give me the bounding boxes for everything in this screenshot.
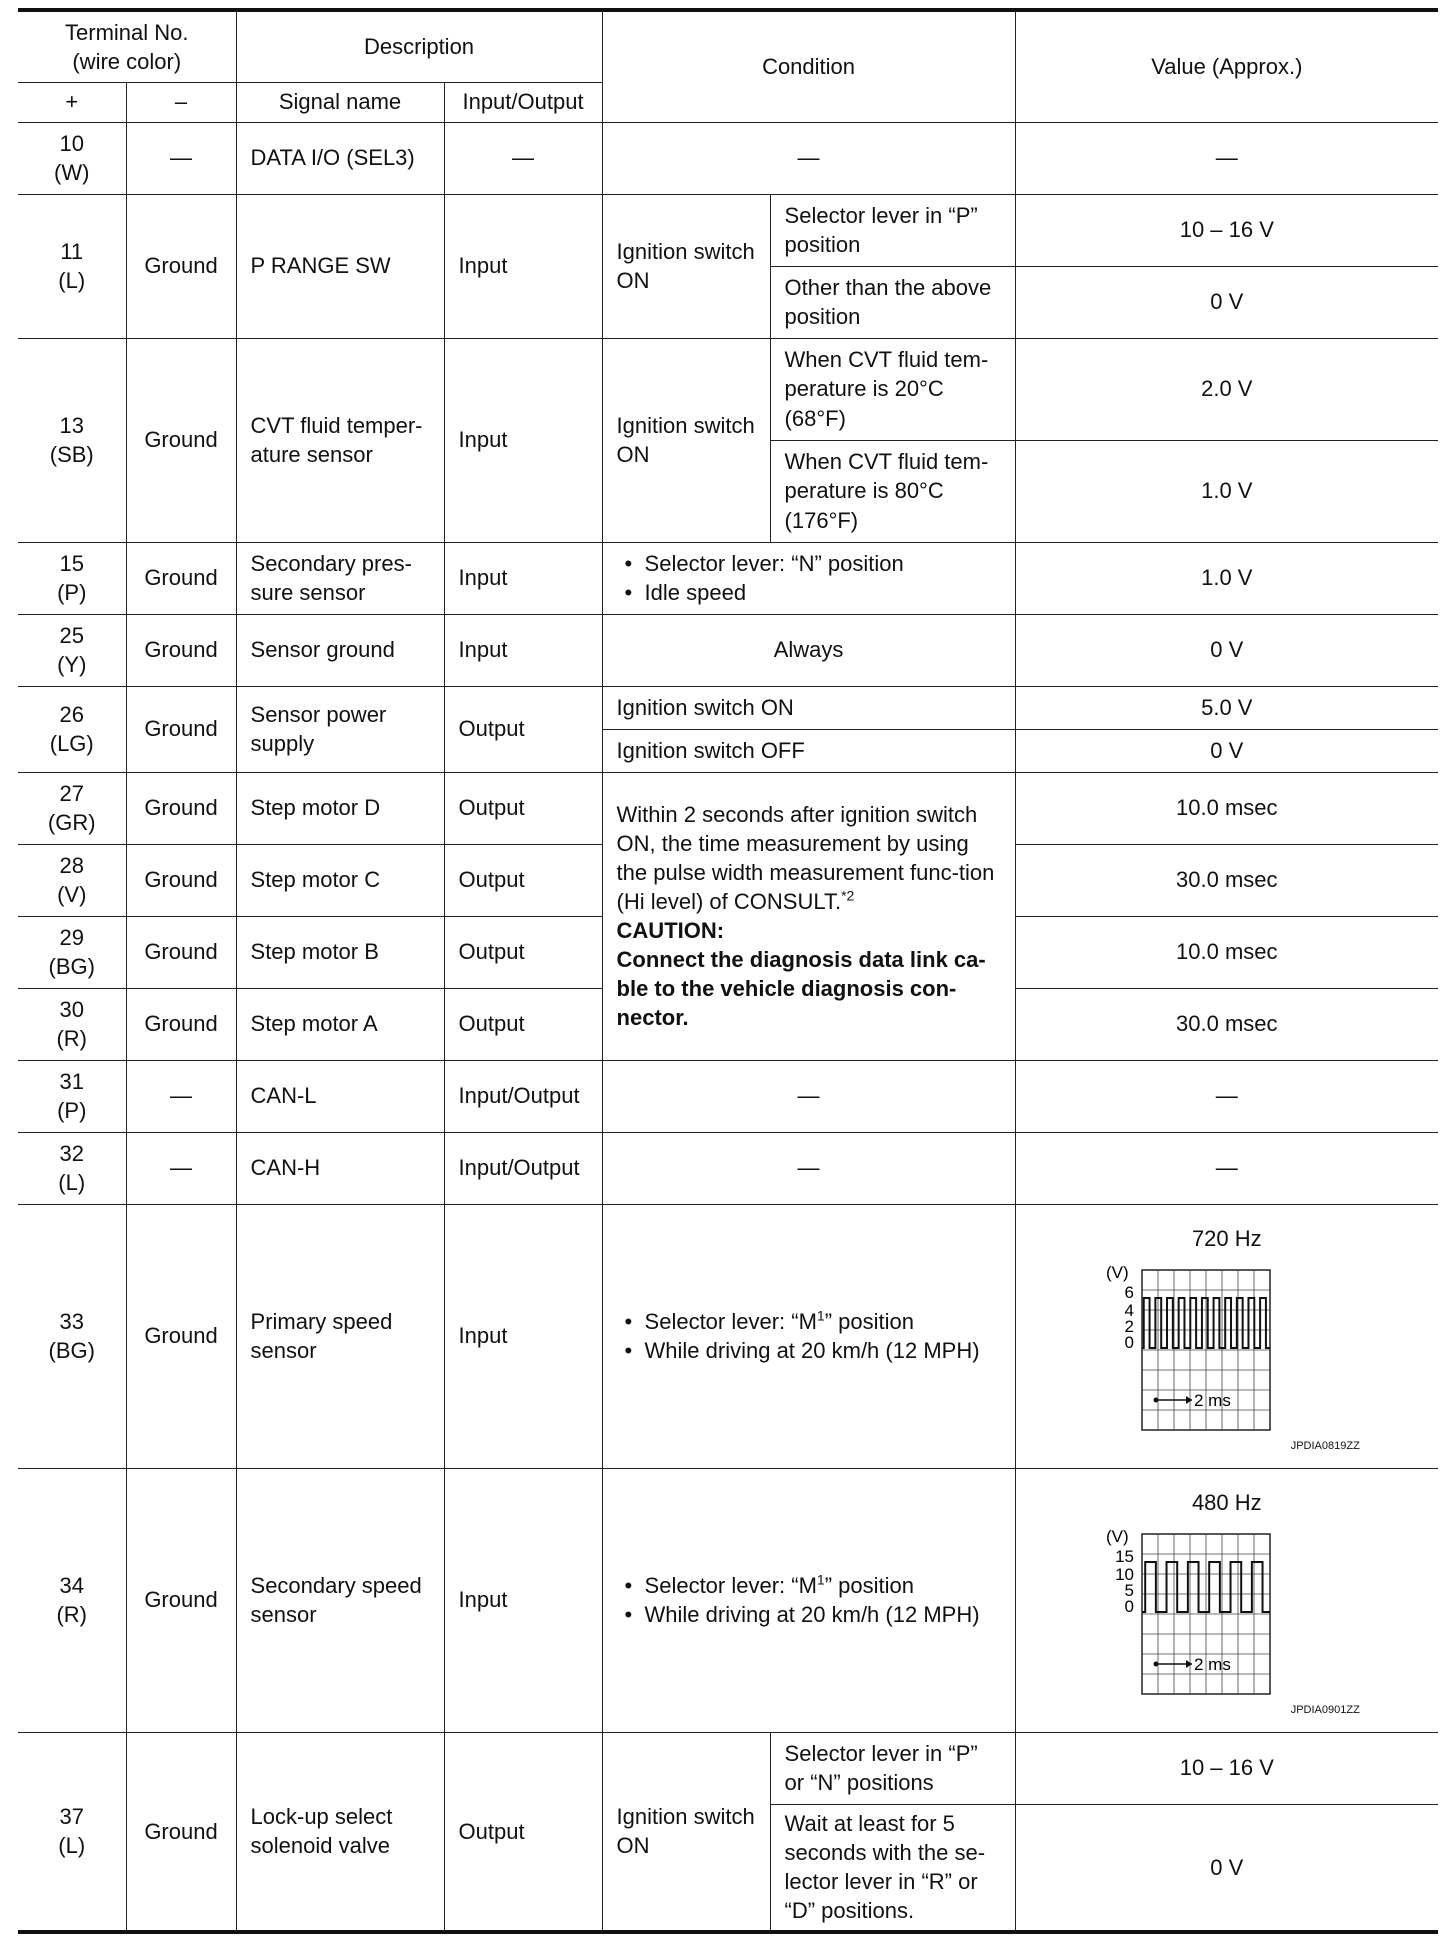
minus-cell: Ground [126, 338, 236, 542]
sub-condition-cell: Selector lever in “P” position [770, 194, 1015, 266]
signal-cell: Step motor B [236, 916, 444, 988]
minus-cell: — [126, 1060, 236, 1132]
value-cell: 10 – 16 V [1015, 1732, 1438, 1804]
terminal-cell: 29 (BG) [18, 916, 126, 988]
io-cell: Output [444, 1732, 602, 1932]
tick-label: 0 [1124, 1332, 1134, 1352]
table-row [18, 1204, 1438, 1468]
header-condition: Condition [602, 10, 1015, 122]
table-row [18, 1468, 1438, 1732]
terminal-cell: 32 (L) [18, 1132, 126, 1204]
caution-text: Connect the diagnosis data link ca-ble to the vehicle diagnosis con-nector. [616, 947, 986, 1031]
condition-list [617, 1571, 1001, 1629]
figure-code: JPDIA0819ZZ [1290, 1440, 1360, 1452]
axis-unit: (V) [1105, 1526, 1129, 1546]
terminal-cell: 25 (Y) [18, 614, 126, 686]
list-item: • Selector lever: “N” position [645, 549, 1001, 578]
signal-cell: CAN-L [236, 1060, 444, 1132]
minus-cell: — [126, 1132, 236, 1204]
io-cell: Output [444, 844, 602, 916]
list-item: • Selector lever: “$M^1$” position [645, 1307, 1001, 1336]
tick-label: 0 [1124, 1596, 1134, 1616]
terminal-cell: 13 (SB) [18, 338, 126, 542]
table-row [18, 1060, 1438, 1132]
io-cell: — [444, 122, 602, 194]
io-cell: Input/Output [444, 1132, 602, 1204]
io-cell: Input [444, 194, 602, 338]
tick-label: 4 [1124, 1300, 1134, 1320]
terminal-cell: 30 (R) [18, 988, 126, 1060]
signal-cell: Primary speed sensor [236, 1204, 444, 1468]
tick-label: 6 [1124, 1282, 1134, 1302]
io-cell: Input [444, 542, 602, 614]
minus-cell: Ground [126, 1468, 236, 1732]
terminal-cell: 34 (R) [18, 1468, 126, 1732]
signal-cell: Secondary pres-sure sensor [236, 542, 444, 614]
scale-arrow-end [1153, 1661, 1158, 1666]
scale-arrow-head [1186, 1660, 1192, 1668]
figure-code: JPDIA0901ZZ [1290, 1704, 1360, 1716]
terminal-cell: 11 (L) [18, 194, 126, 338]
header-terminal-no: Terminal No. [65, 19, 189, 45]
value-cell: 2.0 V [1015, 338, 1438, 440]
signal-cell: Lock-up select solenoid valve [236, 1732, 444, 1932]
signal-cell: Step motor D [236, 772, 444, 844]
value-cell: 1.0 V [1015, 440, 1438, 542]
minus-cell: Ground [126, 844, 236, 916]
condition-cell: Ignition switch ON [602, 686, 1015, 729]
header-row-1 [18, 10, 1438, 82]
condition-main-cell: Ignition switch ON [602, 194, 770, 338]
tick-label: 5 [1124, 1580, 1134, 1600]
condition-cell [602, 1204, 1015, 1468]
header-terminal [18, 10, 236, 82]
value-cell: 10.0 msec [1015, 916, 1438, 988]
value-cell: 30.0 msec [1015, 988, 1438, 1060]
terminal-cell: 31 (P) [18, 1060, 126, 1132]
waveform-secondary [1092, 1522, 1362, 1716]
sub-condition-cell: Other than the above position [770, 266, 1015, 338]
io-cell: Input [444, 1468, 602, 1732]
minus-cell: Ground [126, 1204, 236, 1468]
condition-cell: Always [602, 614, 1015, 686]
waveform-primary [1092, 1258, 1362, 1452]
sub-condition-cell: When CVT fluid tem-perature is 20°C (68°F) [770, 338, 1015, 440]
value-cell [1015, 1204, 1438, 1468]
value-cell: 5.0 V [1015, 686, 1438, 729]
frequency-label: 720 Hz [1191, 1226, 1262, 1252]
signal-cell: Sensor power supply [236, 686, 444, 772]
list-item: • Idle speed [645, 578, 1001, 607]
list-item: • While driving at 20 km/h (12 MPH) [645, 1600, 1001, 1629]
condition-cell: — [602, 1132, 1015, 1204]
header-signal-name: Signal name [236, 82, 444, 122]
tick-label: 15 [1114, 1546, 1134, 1566]
io-cell: Output [444, 916, 602, 988]
table-row [18, 772, 1438, 844]
value-cell [1015, 1468, 1438, 1732]
sub-condition-cell: Selector lever in “P” or “N” positions [770, 1732, 1015, 1804]
value-cell: 10 – 16 V [1015, 194, 1438, 266]
value-cell: 1.0 V [1015, 542, 1438, 614]
terminal-cell: 27 (GR) [18, 772, 126, 844]
terminal-table [18, 8, 1438, 1934]
step-motor-condition-text: Within 2 seconds after ignition switch ON, the time measurement by using the pulse width measurement func-tion (Hi level) of CONSULT. [616, 801, 995, 914]
sub-condition-cell: When CVT fluid tem-perature is 80°C (176°F) [770, 440, 1015, 542]
value-cell: 10.0 msec [1015, 772, 1438, 844]
signal-cell: Sensor ground [236, 614, 444, 686]
tick-label: 2 [1124, 1316, 1134, 1336]
frequency-label: 480 Hz [1191, 1490, 1262, 1516]
minus-cell: Ground [126, 614, 236, 686]
sub-condition-cell: Wait at least for 5 seconds with the se-lector lever in “R” or “D” positions. [770, 1804, 1015, 1932]
terminal-cell: 15 (P) [18, 542, 126, 614]
condition-cell: — [602, 122, 1015, 194]
value-cell: 30.0 msec [1015, 844, 1438, 916]
scale-arrow-head [1186, 1396, 1192, 1404]
condition-list [617, 549, 1001, 607]
table-row [18, 122, 1438, 194]
scale-label: 2 ms [1193, 1390, 1231, 1410]
condition-cell [602, 1468, 1015, 1732]
scale-label: 2 ms [1193, 1654, 1231, 1674]
table-row [18, 614, 1438, 686]
header-minus: – [126, 82, 236, 122]
signal-cell: DATA I/O (SEL3) [236, 122, 444, 194]
value-cell: — [1015, 1132, 1438, 1204]
signal-cell: CAN-H [236, 1132, 444, 1204]
footnote-marker: *2 [841, 887, 855, 904]
tick-label: 10 [1114, 1564, 1134, 1584]
table-row [18, 686, 1438, 729]
value-cell: 0 V [1015, 266, 1438, 338]
value-cell: 0 V [1015, 1804, 1438, 1932]
minus-cell: Ground [126, 194, 236, 338]
value-cell: 0 V [1015, 729, 1438, 772]
value-cell: — [1015, 1060, 1438, 1132]
table-row [18, 1732, 1438, 1804]
value-cell: — [1015, 122, 1438, 194]
minus-cell: Ground [126, 772, 236, 844]
signal-cell: P RANGE SW [236, 194, 444, 338]
minus-cell: — [126, 122, 236, 194]
condition-list [617, 1307, 1001, 1365]
io-cell: Input [444, 338, 602, 542]
condition-cell [602, 542, 1015, 614]
table-row [18, 542, 1438, 614]
header-input-output: Input/Output [444, 82, 602, 122]
io-cell: Output [444, 988, 602, 1060]
header-value: Value (Approx.) [1015, 10, 1438, 122]
signal-cell: CVT fluid temper-ature sensor [236, 338, 444, 542]
condition-main-cell: Ignition switch ON [602, 338, 770, 542]
io-cell: Input/Output [444, 1060, 602, 1132]
terminal-cell: 26 (LG) [18, 686, 126, 772]
value-cell: 0 V [1015, 614, 1438, 686]
scale-arrow-end [1153, 1397, 1158, 1402]
list-item: • Selector lever: “$M^1$” position [645, 1571, 1001, 1600]
waveform-graph [1092, 1522, 1362, 1712]
terminal-cell: 33 (BG) [18, 1204, 126, 1468]
terminal-cell: 28 (V) [18, 844, 126, 916]
condition-cell: — [602, 1060, 1015, 1132]
io-cell: Input [444, 614, 602, 686]
header-plus: + [18, 82, 126, 122]
list-item: • While driving at 20 km/h (12 MPH) [645, 1336, 1001, 1365]
io-cell: Output [444, 686, 602, 772]
axis-unit: (V) [1105, 1262, 1129, 1282]
condition-cell: Ignition switch OFF [602, 729, 1015, 772]
terminal-cell: 10 (W) [18, 122, 126, 194]
minus-cell: Ground [126, 916, 236, 988]
minus-cell: Ground [126, 686, 236, 772]
step-motor-condition-cell [602, 772, 1015, 1060]
condition-main-cell: Ignition switch ON [602, 1732, 770, 1932]
header-description: Description [236, 10, 602, 82]
waveform-graph [1092, 1258, 1362, 1448]
minus-cell: Ground [126, 988, 236, 1060]
io-cell: Output [444, 772, 602, 844]
caution-title: CAUTION: [616, 918, 725, 943]
table-row [18, 338, 1438, 440]
header-wire-color: (wire color) [72, 48, 182, 74]
minus-cell: Ground [126, 1732, 236, 1932]
minus-cell: Ground [126, 542, 236, 614]
terminal-cell: 37 (L) [18, 1732, 126, 1932]
io-cell: Input [444, 1204, 602, 1468]
table-row [18, 194, 1438, 266]
table-row [18, 1132, 1438, 1204]
signal-cell: Secondary speed sensor [236, 1468, 444, 1732]
signal-cell: Step motor A [236, 988, 444, 1060]
signal-cell: Step motor C [236, 844, 444, 916]
